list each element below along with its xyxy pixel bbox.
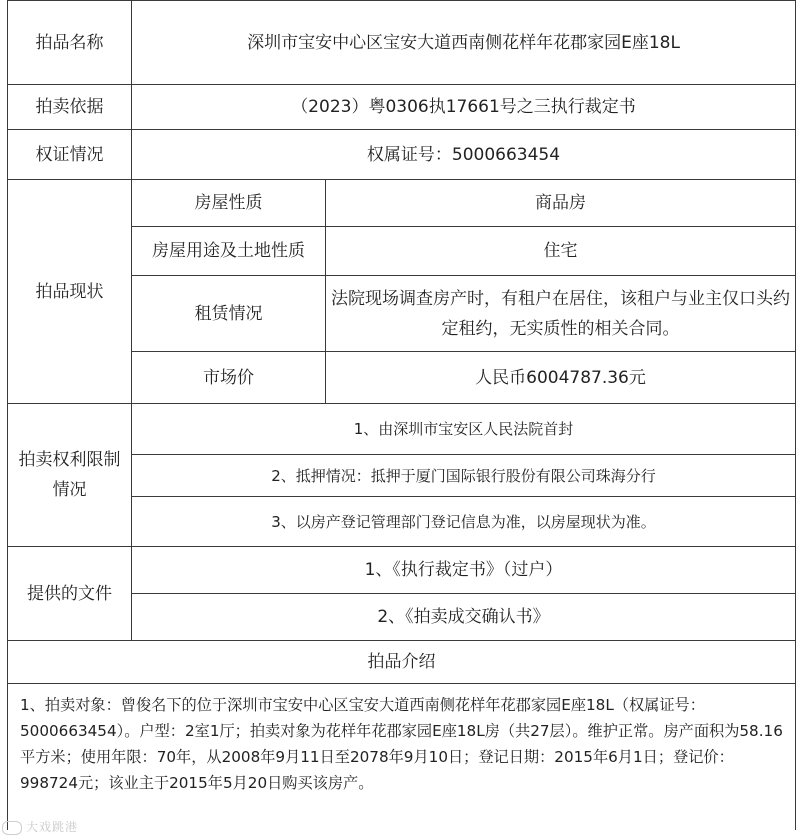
restrictions-label: 拍卖权利限制情况 bbox=[18, 450, 121, 500]
restriction-item-3: 3、以房产登记管理部门登记信息为准，以房屋现状为准。 bbox=[271, 512, 656, 531]
market-price-value: 人民币6004787.36元 bbox=[475, 367, 646, 388]
property-nature-value: 商品房 bbox=[535, 193, 586, 213]
auction-info-table bbox=[7, 0, 796, 830]
brand-logo-icon bbox=[2, 821, 22, 835]
intro-heading: 拍品介绍 bbox=[367, 652, 436, 672]
item-name-value: 深圳市宝安中心区宝安大道西南侧花样年花郡家园E座18L bbox=[247, 32, 680, 53]
restriction-item-1: 1、由深圳市宝安区人民法院首封 bbox=[353, 420, 574, 438]
restriction-item-2: 2、抵押情况：抵押于厦门国际银行股份有限公司珠海分行 bbox=[271, 466, 656, 485]
usage-value: 住宅 bbox=[543, 241, 578, 261]
market-price-label: 市场价 bbox=[203, 367, 254, 388]
intro-text: 1、拍卖对象：曾俊名下的位于深圳市宝安中心区宝安大道西南侧花样年花郡家园E座18L（权属证号：5000663454）。户型：2室1厅；拍卖对象为花样年花郡家园E座18L房（共27层）。维护正常。房产面积为58.16平方米；使用年限：70年，从2008年9月11日至2078年9月10日；登记日期：2015年6月1日；登记价：998724元；该业主于2015年5月20日购买该房产。 bbox=[20, 696, 783, 792]
usage-label: 房屋用途及土地性质 bbox=[152, 241, 305, 261]
documents-label: 提供的文件 bbox=[27, 583, 112, 604]
grid-line bbox=[7, 683, 796, 684]
basis-label: 拍卖依据 bbox=[35, 97, 104, 117]
watermark-text: 大戏跳港 bbox=[26, 820, 79, 834]
item-name-label: 拍品名称 bbox=[35, 32, 104, 53]
basis-value: （2023）粤0306执17661号之三执行裁定书 bbox=[291, 97, 636, 117]
lease-label: 租赁情况 bbox=[194, 303, 263, 324]
document-item-2: 2、《拍卖成交确认书》 bbox=[377, 607, 550, 627]
document-item-1: 1、《执行裁定书》（过户） bbox=[364, 560, 563, 580]
lease-value: 法院现场调查房产时，有租户在居住，该租户与业主仅口头约定租约，无实质性的相关合同。 bbox=[331, 288, 790, 339]
title-cert-label: 权证情况 bbox=[35, 144, 104, 165]
status-label: 拍品现状 bbox=[35, 281, 104, 302]
title-cert-value: 权属证号：5000663454 bbox=[366, 144, 561, 165]
property-nature-label: 房屋性质 bbox=[194, 193, 263, 213]
watermark bbox=[2, 818, 78, 835]
